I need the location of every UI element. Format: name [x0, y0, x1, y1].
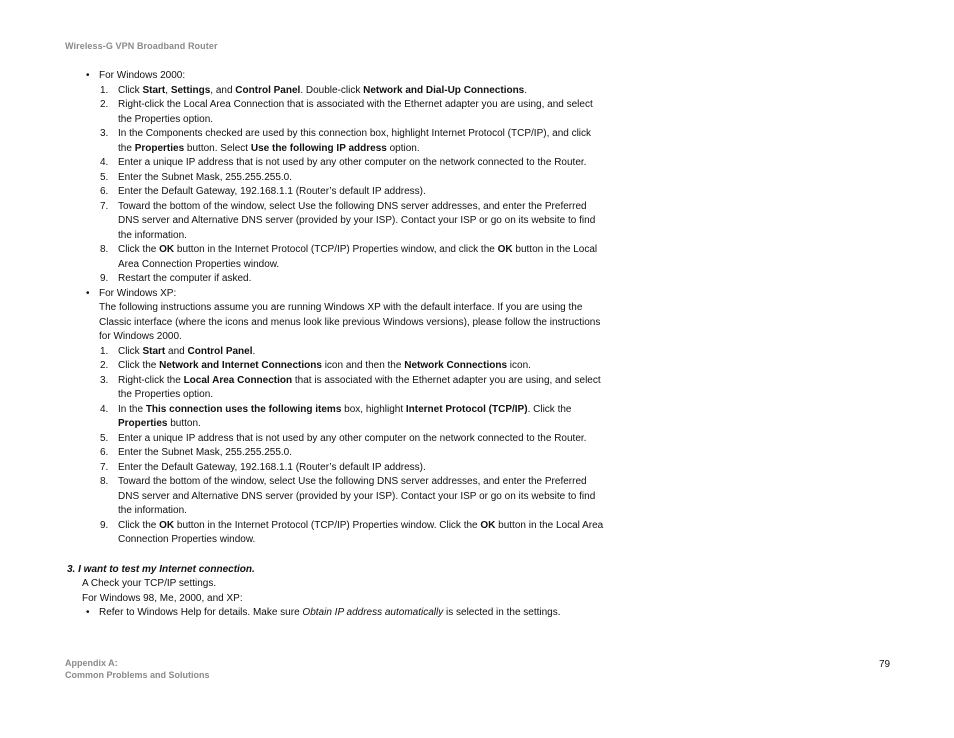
step-number: 6. — [100, 186, 109, 197]
list-item — [84, 359, 604, 374]
step-bold-text: Use the following IP address — [250, 142, 387, 154]
step-text: Enter the Subnet Mask, 255.255.255.0. — [118, 171, 293, 183]
step-text: button. — [167, 418, 201, 429]
list-item — [84, 156, 604, 171]
step-text: , and — [210, 84, 236, 96]
step-number: 7. — [100, 200, 109, 212]
step-number: 1. — [100, 345, 109, 357]
bullet-dot: • — [86, 287, 90, 299]
step-text: button. Select — [184, 142, 251, 154]
section-3-for-windows: For Windows 98, Me, 2000, and XP: — [82, 592, 243, 604]
step-number: 5. — [100, 432, 109, 444]
step-bold-text: OK — [159, 519, 175, 531]
step-text: icon and then the — [321, 360, 405, 371]
step-number: 1. — [100, 84, 109, 96]
list-item — [84, 374, 604, 403]
footer-line-1: Appendix A: — [65, 658, 118, 668]
step-text: box, highlight — [341, 403, 406, 415]
step-number: 9. — [100, 273, 109, 284]
step-bold-text: Control Panel — [187, 345, 253, 357]
windows-xp-steps — [84, 345, 604, 548]
section-3-bullet-italic: Obtain IP address automatically — [302, 607, 444, 618]
windows-2000-bullet — [84, 69, 604, 84]
step-text: option. — [386, 142, 420, 154]
step-number: 8. — [100, 244, 109, 255]
list-item — [84, 461, 604, 476]
list-item — [84, 171, 604, 186]
windows-xp-heading: For Windows XP: — [99, 287, 177, 299]
section-3-title: 3. I want to test my Internet connection. — [67, 563, 255, 575]
step-bold-text: Network and Internet Connections — [159, 360, 322, 371]
footer-line-2: Common Problems and Solutions — [65, 670, 210, 680]
footer — [65, 657, 210, 681]
step-text: . Click the — [527, 403, 572, 415]
step-text: that is associated with the Ethernet adapter you are using, and select the Properties option. — [118, 374, 601, 400]
section-3-bullet — [84, 606, 604, 621]
step-bold-text: Internet Protocol (TCP/IP) — [405, 403, 528, 415]
windows-2000-heading: For Windows 2000: — [99, 70, 186, 81]
step-text: Click — [118, 345, 143, 357]
list-item — [84, 475, 604, 519]
section-3-check: A Check your TCP/IP settings. — [82, 578, 217, 589]
running-header: Wireless-G VPN Broadband Router — [65, 41, 218, 51]
list-item — [84, 432, 604, 447]
list-item — [84, 200, 604, 244]
step-number: 2. — [100, 99, 109, 110]
step-number: 3. — [100, 374, 109, 386]
step-bold-text: Network and Dial-Up Connections — [363, 84, 525, 96]
step-text: . — [524, 84, 528, 96]
list-item — [84, 519, 604, 548]
step-bold-text: OK — [480, 519, 496, 531]
page-number: 79 — [879, 659, 891, 670]
windows-xp-bullet — [84, 287, 604, 302]
step-number: 7. — [100, 461, 109, 473]
list-item — [84, 272, 604, 287]
step-bold-text: Local Area Connection — [183, 374, 293, 386]
step-bold-text: Settings — [170, 84, 211, 96]
step-bold-text: Start — [142, 345, 166, 357]
step-number: 6. — [100, 447, 109, 458]
step-number: 9. — [100, 519, 109, 531]
page-content — [67, 69, 604, 621]
step-text: Restart the computer if asked. — [118, 273, 252, 284]
step-bold-text: Control Panel — [235, 84, 301, 96]
section-3-bullet-pre: Refer to Windows Help for details. Make sure — [99, 607, 303, 618]
list-item — [84, 446, 604, 461]
windows-2000-steps — [84, 84, 604, 287]
step-text: Click the — [118, 519, 160, 531]
step-bold-text: Properties — [118, 418, 168, 429]
list-item — [84, 127, 604, 156]
section-3-bullet-post: is selected in the settings. — [443, 607, 561, 618]
list-item — [84, 185, 604, 200]
step-text: button in the Local Area Connection Properties window. — [118, 519, 604, 545]
step-bold-text: OK — [497, 244, 513, 255]
step-text: . Double-click — [300, 84, 364, 96]
step-bold-text: This connection uses the following items — [145, 403, 342, 415]
step-number: 2. — [100, 360, 109, 371]
step-number: 3. — [100, 128, 109, 139]
step-text: button in the Internet Protocol (TCP/IP) Properties window. Click the — [174, 519, 481, 531]
step-text: Enter the Default Gateway, 192.168.1.1 (Router’s default IP address). — [118, 461, 426, 473]
step-text: Enter a unique IP address that is not used by any other computer on the network connected to the Router. — [118, 432, 587, 444]
step-text: . — [252, 345, 256, 357]
step-number: 8. — [100, 476, 109, 487]
step-bold-text: Start — [142, 84, 166, 96]
step-bold-text: Network Connections — [404, 360, 508, 371]
step-text: Enter the Subnet Mask, 255.255.255.0. — [118, 447, 293, 458]
step-text: Enter a unique IP address that is not used by any other computer on the network connected to the Router. — [118, 157, 587, 168]
windows-xp-intro: The following instructions assume you are running Windows XP with the default interface. If you are using the Classic interface (where the icons and menus look like previous Windows versions), please follow the instructions for Windows 2000. — [99, 302, 601, 342]
step-text: Enter the Default Gateway, 192.168.1.1 (Router’s default IP address). — [118, 186, 426, 197]
step-text: , — [165, 84, 171, 96]
step-text: button in the Local Area Connection Properties window. — [118, 244, 598, 270]
step-text: button in the Internet Protocol (TCP/IP) Properties window, and click the — [174, 244, 498, 255]
step-text: Click — [118, 84, 143, 96]
step-bold-text: Properties — [134, 142, 185, 154]
step-bold-text: OK — [159, 244, 175, 255]
step-text: Click the — [118, 244, 160, 255]
list-item — [84, 84, 604, 99]
step-text: In the — [118, 403, 146, 415]
list-item — [84, 98, 604, 127]
step-number: 4. — [100, 157, 109, 168]
step-number: 5. — [100, 171, 109, 183]
bullet-dot: • — [86, 70, 90, 81]
list-item — [84, 403, 604, 432]
list-item — [84, 345, 604, 360]
step-text: Toward the bottom of the window, select Use the following DNS server addresses, and enter the Preferred DNS server and Alternative DNS server (provided by your ISP). Contact your ISP or go on its website to find the information. — [118, 200, 596, 241]
step-text: Right-click the Local Area Connection that is associated with the Ethernet adapter you are using, and select the Properties option. — [118, 99, 593, 125]
step-text: icon. — [507, 360, 531, 371]
step-text: Click the — [118, 360, 160, 371]
step-number: 4. — [100, 403, 109, 415]
step-text: Toward the bottom of the window, select Use the following DNS server addresses, and enter the Preferred DNS server and Alternative DNS server (provided by your ISP). Contact your ISP or go on its website to find the information. — [118, 476, 596, 516]
list-item — [84, 243, 604, 272]
step-text: and — [165, 345, 188, 357]
step-text: In the Components checked are used by this connection box, highlight Internet Protocol (TCP/IP), and click the — [118, 128, 592, 154]
bullet-dot: • — [86, 607, 90, 618]
step-text: Right-click the — [118, 374, 184, 386]
